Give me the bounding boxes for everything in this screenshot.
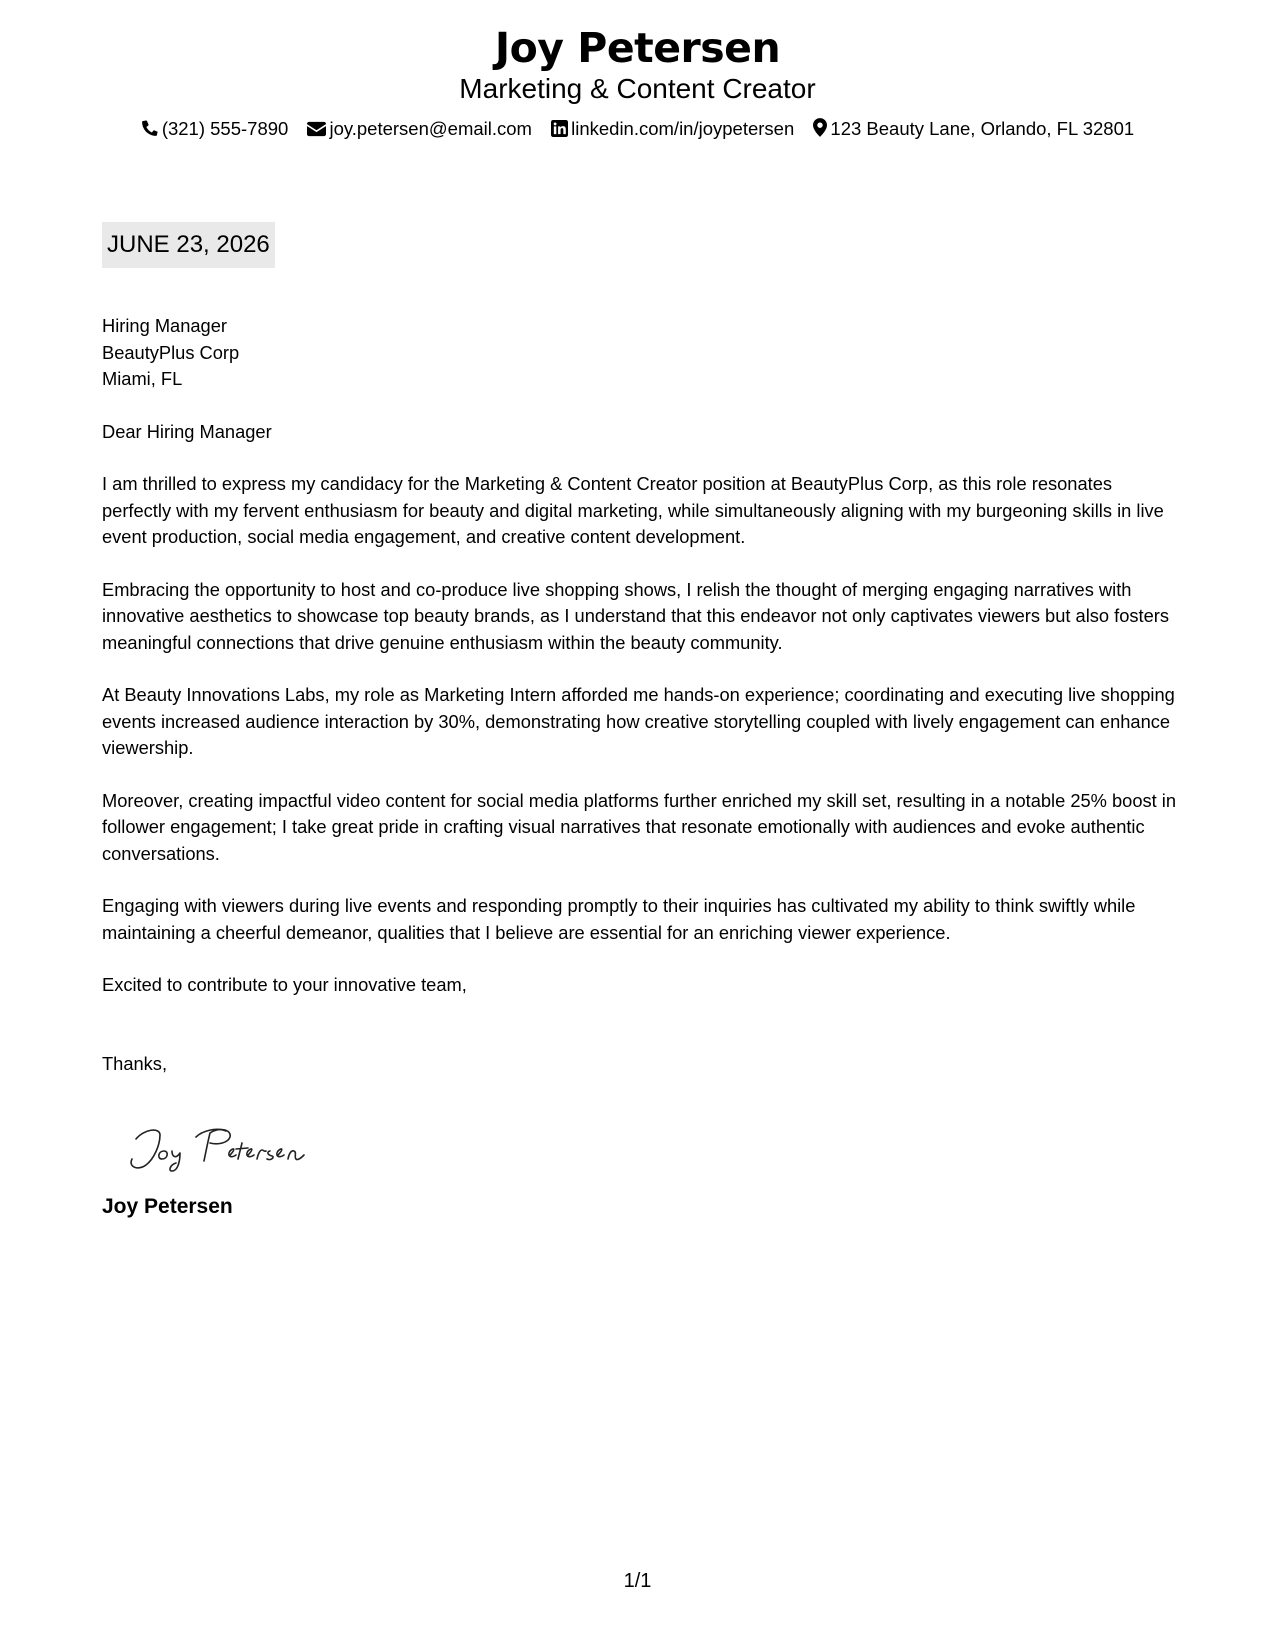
linkedin-text: linkedin.com/in/joypetersen [571,118,795,139]
phone-icon [141,119,159,137]
recipient-location: Miami, FL [102,368,183,389]
phone-text: (321) 555-7890 [161,118,289,139]
body-paragraph: Embracing the opportunity to host and co-produce live shopping shows, I relish the thought of merging engaging narratives with innovative aesthetics to showcase top beauty brands, as I understand that this endeavor not only captivates viewers but also fosters meaningful connections that drive genuine enthusiasm within the beauty community. [102,578,1170,653]
map-pin-icon [813,118,827,137]
contact-email [307,117,532,141]
letter-header [0,22,1275,141]
applicant-title: Marketing & Content Creator [459,73,816,104]
applicant-name: Joy Petersen [494,24,781,72]
salutation: Dear Hiring Manager [102,420,272,442]
contact-address [813,117,1134,141]
envelope-icon [307,121,326,137]
body-paragraph: Engaging with viewers during live events and responding promptly to their inquiries has cultivated my ability to think swiftly while maintaining a cheerful demeanor, qualities that I believe are essential for an enriching viewer experience. [102,895,1136,943]
closing-line: Excited to contribute to your innovative team, [102,974,467,995]
recipient-title: Hiring Manager [102,315,227,336]
contact-phone [141,117,289,141]
contact-linkedin [551,117,794,141]
recipient-company: BeautyPlus Corp [102,341,240,363]
email-text: joy.petersen@email.com [329,118,532,139]
body-paragraph: Moreover, creating impactful video content for social media platforms further enriched my skill set, resulting in a notable 25% boost in follower engagement; I take great pride in crafting visual narratives that resonate emotionally with audiences and evoke authentic conversations. [102,789,1177,864]
contact-line [0,117,1275,141]
page-number: 1/1 [623,1570,652,1592]
letter-body [102,287,1182,1221]
body-paragraph: At Beauty Innovations Labs, my role as Marketing Intern afforded me hands-on experience; coordinating and executing live shopping events increased audience interaction by 30%, demonstrating how creative storytelling coupled with lively engagement can enhance viewership. [102,684,1175,758]
letter-date: JUNE 23, 2026 [102,222,275,268]
handwritten-signature [126,1121,346,1173]
sign-off: Thanks, [102,1052,168,1074]
linkedin-icon [551,120,568,137]
signature-name: Joy Petersen [102,1194,233,1218]
body-paragraph: I am thrilled to express my candidacy for the Marketing & Content Creator position at BeautyPlus Corp, as this role resonates perfectly with my fervent enthusiasm for beauty and digital marketing, while simultaneously aligning with my burgeoning skills in live event production, social media engagement, and creative content development. [102,473,1164,547]
address-text: 123 Beauty Lane, Orlando, FL 32801 [830,118,1135,139]
